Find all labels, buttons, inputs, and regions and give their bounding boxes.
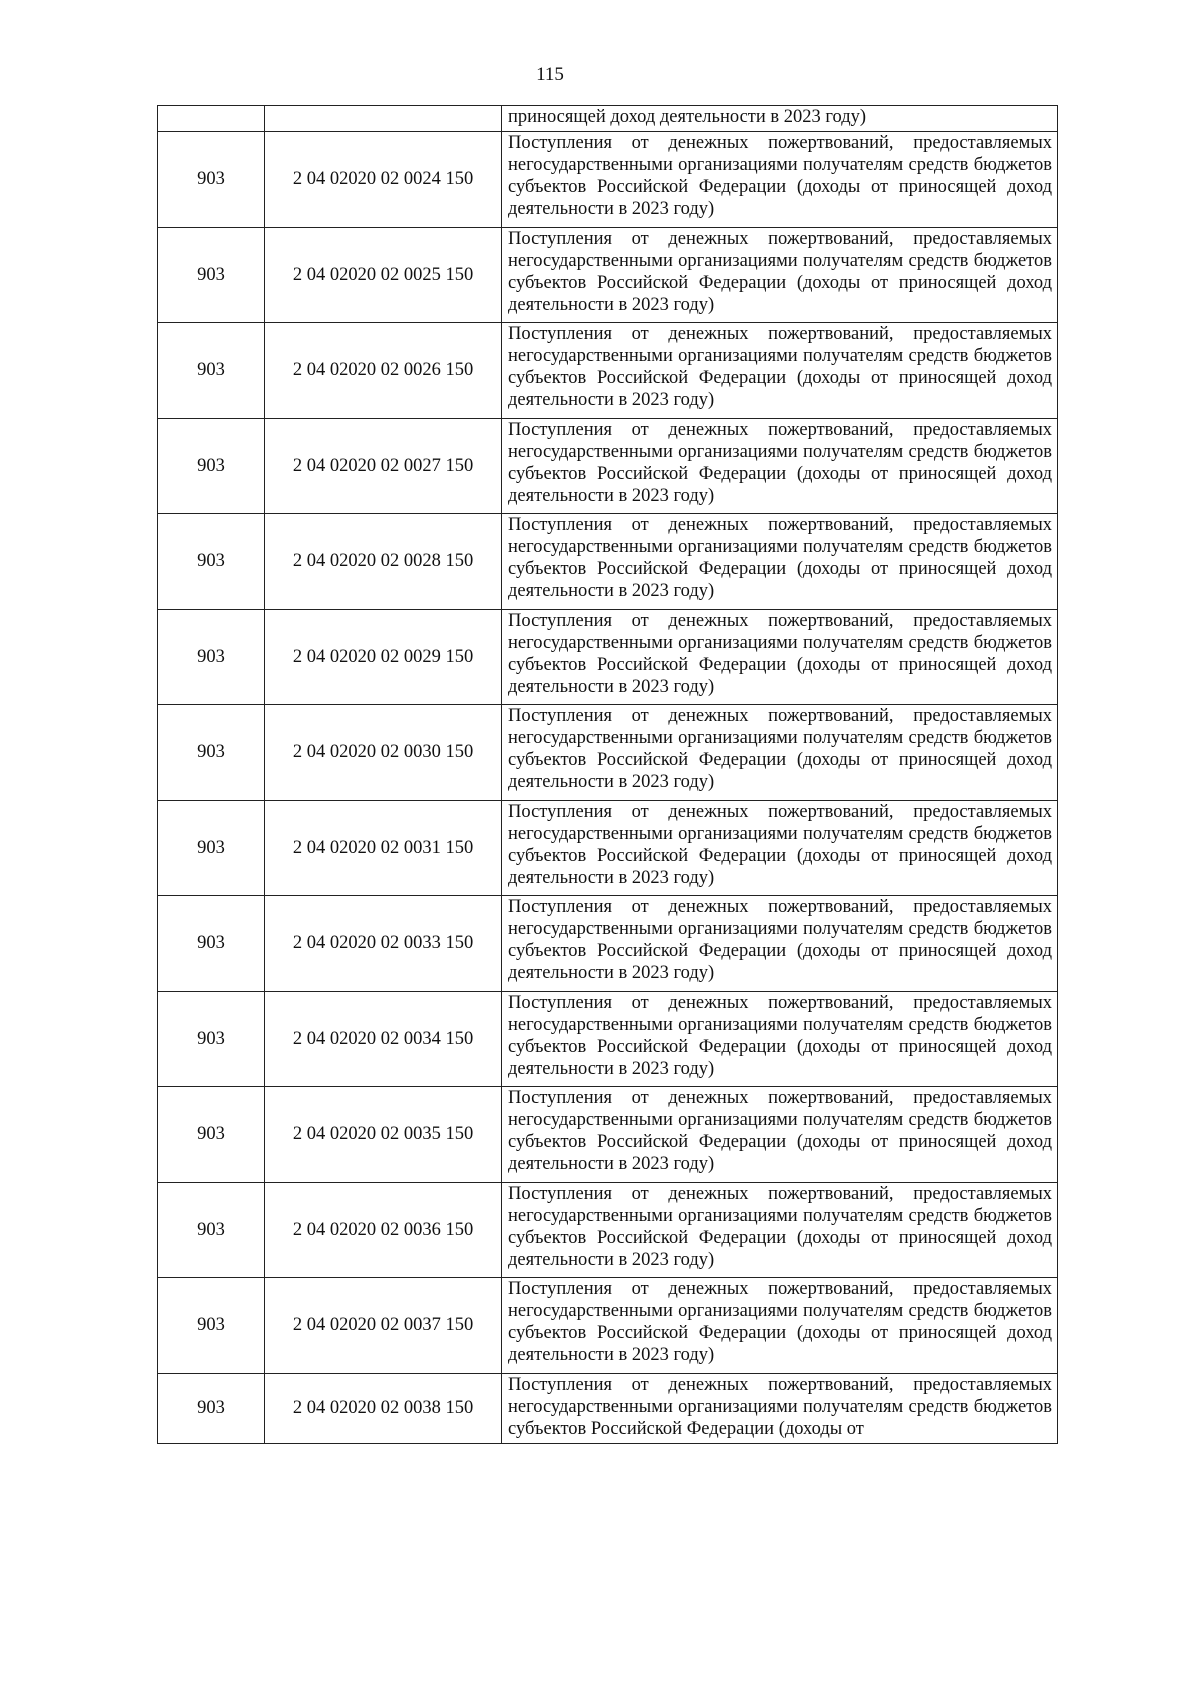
admin-code-cell: 903	[158, 800, 265, 896]
table-row	[158, 1182, 1058, 1278]
budget-code-cell: 2 04 02020 02 0038 150	[265, 1373, 502, 1443]
table-row	[158, 418, 1058, 514]
table-row	[158, 896, 1058, 992]
admin-code-cell: 903	[158, 1087, 265, 1183]
revenue-codes-table	[157, 105, 1058, 1444]
admin-code-cell	[158, 106, 265, 132]
budget-code-cell	[265, 106, 502, 132]
admin-code-cell: 903	[158, 705, 265, 801]
description-cell: Поступления от денежных пожертвований, предоставляемых негосударственными организациями получателям средств бюджетов субъектов Российской Федерации (доходы от приносящей доход деятельности в 2023 году)	[502, 991, 1058, 1087]
admin-code-cell: 903	[158, 609, 265, 705]
description-cell: Поступления от денежных пожертвований, предоставляемых негосударственными организациями получателям средств бюджетов субъектов Российской Федерации (доходы от приносящей доход деятельности в 2023 году)	[502, 132, 1058, 228]
table-row-continuation	[158, 1373, 1058, 1443]
budget-code-cell: 2 04 02020 02 0025 150	[265, 227, 502, 323]
table-row-continuation	[158, 106, 1058, 132]
admin-code-cell: 903	[158, 1373, 265, 1443]
description-cell: Поступления от денежных пожертвований, предоставляемых негосударственными организациями получателям средств бюджетов субъектов Российской Федерации (доходы от приносящей доход деятельности в 2023 году)	[502, 1278, 1058, 1374]
admin-code-cell: 903	[158, 323, 265, 419]
admin-code-cell: 903	[158, 514, 265, 610]
table-row	[158, 609, 1058, 705]
table-body	[158, 106, 1058, 1444]
admin-code-cell: 903	[158, 991, 265, 1087]
admin-code-cell: 903	[158, 1182, 265, 1278]
budget-code-cell: 2 04 02020 02 0031 150	[265, 800, 502, 896]
table-row	[158, 227, 1058, 323]
description-cell: Поступления от денежных пожертвований, предоставляемых негосударственными организациями получателям средств бюджетов субъектов Российской Федерации (доходы от приносящей доход деятельности в 2023 году)	[502, 514, 1058, 610]
table-row	[158, 132, 1058, 228]
table-row	[158, 1278, 1058, 1374]
table-row	[158, 991, 1058, 1087]
description-cell: Поступления от денежных пожертвований, предоставляемых негосударственными организациями получателям средств бюджетов субъектов Российской Федерации (доходы от	[502, 1373, 1058, 1443]
budget-code-cell: 2 04 02020 02 0033 150	[265, 896, 502, 992]
page-number: 115	[536, 64, 564, 85]
budget-code-cell: 2 04 02020 02 0026 150	[265, 323, 502, 419]
budget-code-cell: 2 04 02020 02 0030 150	[265, 705, 502, 801]
table-row	[158, 514, 1058, 610]
description-cell: Поступления от денежных пожертвований, предоставляемых негосударственными организациями получателям средств бюджетов субъектов Российской Федерации (доходы от приносящей доход деятельности в 2023 году)	[502, 1182, 1058, 1278]
budget-code-cell: 2 04 02020 02 0037 150	[265, 1278, 502, 1374]
table-row	[158, 705, 1058, 801]
table-row	[158, 1087, 1058, 1183]
budget-code-cell: 2 04 02020 02 0034 150	[265, 991, 502, 1087]
admin-code-cell: 903	[158, 418, 265, 514]
budget-code-cell: 2 04 02020 02 0024 150	[265, 132, 502, 228]
description-cell: Поступления от денежных пожертвований, предоставляемых негосударственными организациями получателям средств бюджетов субъектов Российской Федерации (доходы от приносящей доход деятельности в 2023 году)	[502, 800, 1058, 896]
description-cell: Поступления от денежных пожертвований, предоставляемых негосударственными организациями получателям средств бюджетов субъектов Российской Федерации (доходы от приносящей доход деятельности в 2023 году)	[502, 896, 1058, 992]
description-cell: Поступления от денежных пожертвований, предоставляемых негосударственными организациями получателям средств бюджетов субъектов Российской Федерации (доходы от приносящей доход деятельности в 2023 году)	[502, 705, 1058, 801]
budget-code-cell: 2 04 02020 02 0035 150	[265, 1087, 502, 1183]
description-cell: приносящей доход деятельности в 2023 году)	[502, 106, 1058, 132]
description-cell: Поступления от денежных пожертвований, предоставляемых негосударственными организациями получателям средств бюджетов субъектов Российской Федерации (доходы от приносящей доход деятельности в 2023 году)	[502, 227, 1058, 323]
description-cell: Поступления от денежных пожертвований, предоставляемых негосударственными организациями получателям средств бюджетов субъектов Российской Федерации (доходы от приносящей доход деятельности в 2023 году)	[502, 1087, 1058, 1183]
admin-code-cell: 903	[158, 227, 265, 323]
description-cell: Поступления от денежных пожертвований, предоставляемых негосударственными организациями получателям средств бюджетов субъектов Российской Федерации (доходы от приносящей доход деятельности в 2023 году)	[502, 323, 1058, 419]
budget-code-cell: 2 04 02020 02 0036 150	[265, 1182, 502, 1278]
table-row	[158, 800, 1058, 896]
budget-code-cell: 2 04 02020 02 0028 150	[265, 514, 502, 610]
admin-code-cell: 903	[158, 132, 265, 228]
budget-code-cell: 2 04 02020 02 0029 150	[265, 609, 502, 705]
table-row	[158, 323, 1058, 419]
description-cell: Поступления от денежных пожертвований, предоставляемых негосударственными организациями получателям средств бюджетов субъектов Российской Федерации (доходы от приносящей доход деятельности в 2023 году)	[502, 609, 1058, 705]
admin-code-cell: 903	[158, 1278, 265, 1374]
admin-code-cell: 903	[158, 896, 265, 992]
budget-code-cell: 2 04 02020 02 0027 150	[265, 418, 502, 514]
description-cell: Поступления от денежных пожертвований, предоставляемых негосударственными организациями получателям средств бюджетов субъектов Российской Федерации (доходы от приносящей доход деятельности в 2023 году)	[502, 418, 1058, 514]
